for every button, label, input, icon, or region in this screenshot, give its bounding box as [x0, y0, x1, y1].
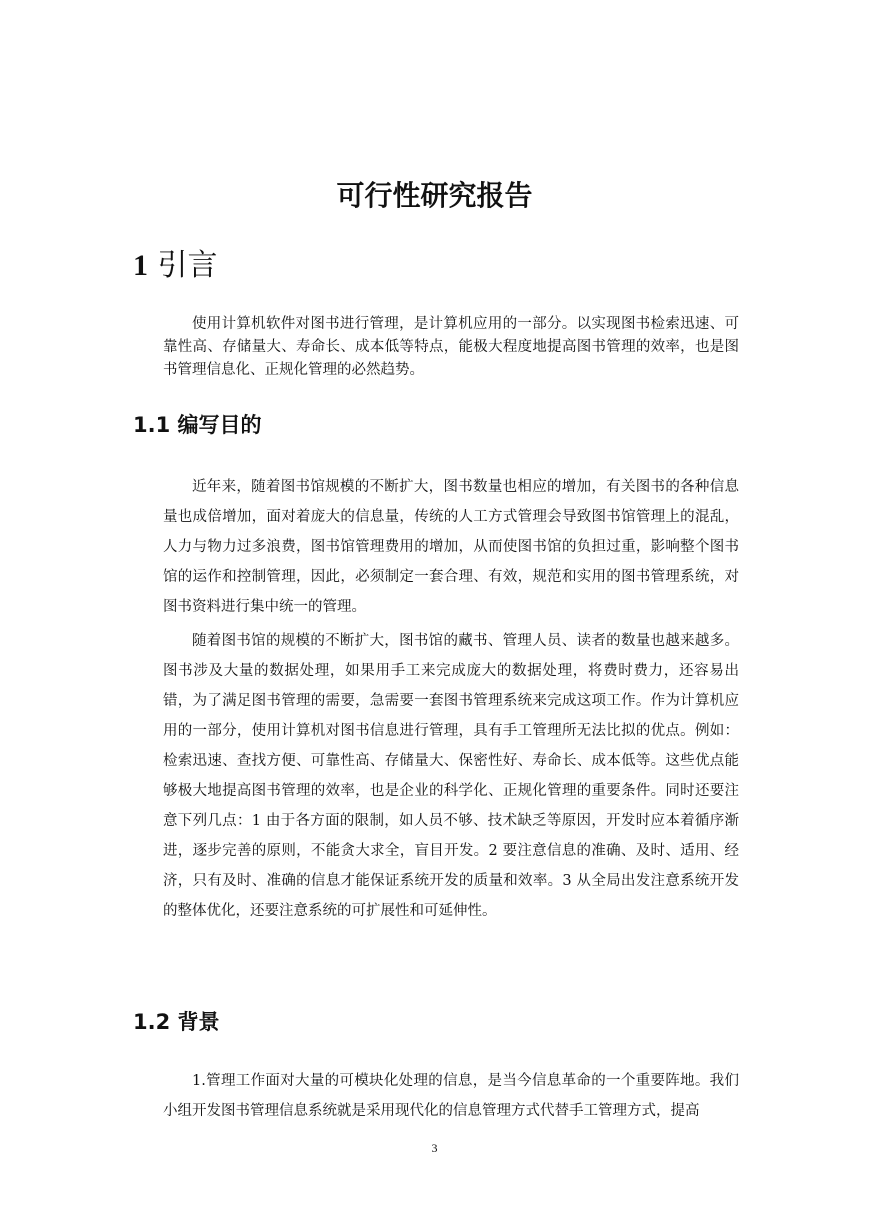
section-number: 1 — [133, 249, 148, 282]
purpose-paragraph-2: 随着图书馆的规模的不断扩大，图书馆的藏书、管理人员、读者的数量也越来越多。图书涉及大量的数据处理，如果用手工来完成庞大的数据处理，将费时费力，还容易出错，为了满足图书管理的需要，急需要一套图书管理系统来完成这项工作。作为计算机应用的一部分，使用计算机对图书信息进行管理，具有手工管理所无法比拟的优点。例如：检索迅速、查找方便、可靠性高、存储量大、保密性好、寿命长、成本低等。这些优点能够极大地提高图书管理的效率，也是企业的科学化、正规化管理的重要条件。同时还要注意下列几点：1 由于各方面的限制，如人员不够、技术缺乏等原因，开发时应本着循序渐进，逐步完善的原则，不能贪大求全，盲目开发。2 要注意信息的准确、及时、适用、经济，只有及时、准确的信息才能保证系统开发的质量和效率。3 从全局出发注意系统开发的整体优化，还要注意系统的可扩展性和可延伸性。 — [163, 633, 739, 919]
introduction-paragraph: 使用计算机软件对图书进行管理，是计算机应用的一部分。以实现图书检索迅速、可靠性高、存储量大、寿命长、成本低等特点，能极大程度地提高图书管理的效率，也是图书管理信息化、正规化管理的必然趋势。 — [163, 316, 739, 378]
page-number: 3 — [431, 1141, 438, 1155]
purpose-paragraph-1: 近年来，随着图书馆规模的不断扩大，图书数量也相应的增加，有关图书的各种信息量也成倍增加，面对着庞大的信息量，传统的人工方式管理会导致图书馆管理上的混乱，人力与物力过多浪费，图书馆管理费用的增加，从而使图书馆的负担过重，影响整个图书馆的运作和控制管理，因此，必须制定一套合理、有效，规范和实用的图书管理系统，对图书资料进行集中统一的管理。 — [163, 479, 739, 615]
document-title: 可行性研究报告 — [336, 179, 533, 212]
section-heading-background: 1.2 背景 — [133, 1010, 220, 1034]
section-heading-purpose: 1.1 编写目的 — [133, 413, 262, 437]
background-paragraph: 1.管理工作面对大量的可模块化处理的信息，是当今信息革命的一个重要阵地。我们小组开发图书管理信息系统就是采用现代化的信息管理方式代替手工管理方式，提高 — [163, 1073, 739, 1119]
section-heading-text: 引言 — [157, 248, 218, 283]
section-heading-introduction — [133, 246, 218, 286]
